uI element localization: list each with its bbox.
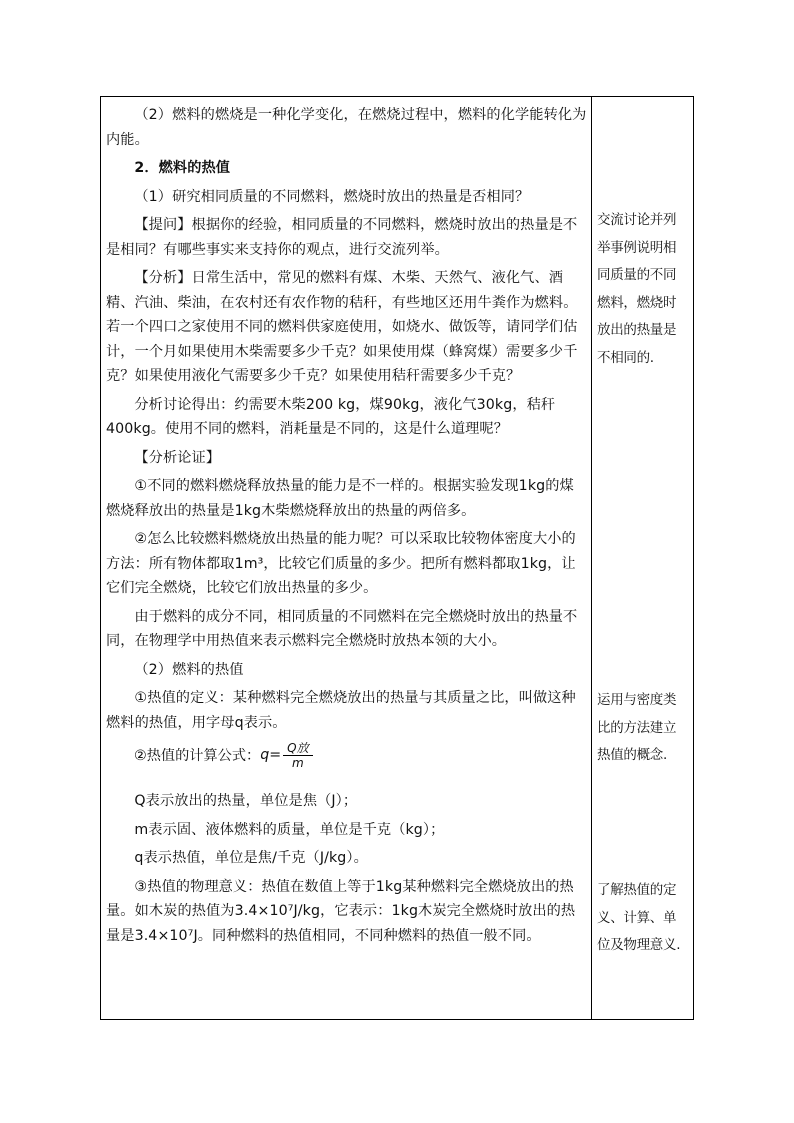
lesson-table [100,96,694,1020]
formula-fraction [283,741,312,770]
formula-denominator: m [292,755,304,770]
paragraph-meaning: ③热值的物理意义：热值在数值上等于1kg某种燃料完全燃烧放出的热量。如木炭的热值为3.4×10⁷J/kg，它表示：1kg木炭完全燃烧时放出的热量是3.4×10⁷J。同种燃料的热值相同，不同种燃料的热值一般不同。 [106,878,576,944]
section-heading: 2．燃料的热值 [134,160,231,176]
paragraph-conclusion: 由于燃料的成分不同，相同质量的不同燃料在完全燃烧时放出的热量不同，在物理学中用热值来表示燃料完全燃烧时放热本领的大小。 [106,608,578,649]
formula-row [106,735,588,775]
side-note-2: 运用与密度类比的方法建立热值的概念. [597,692,677,763]
argue-point-1: ①不同的燃料燃烧释放热量的能力是不一样的。根据实验发现1kg的煤燃烧释放出的热量是1kg木柴燃烧释放出的热量的两倍多。 [106,478,574,519]
side-note-1: 交流讨论并列举事例说明相同质量的不同燃料，燃烧时放出的热量是不相同的. [597,212,677,366]
unit-heat: Q表示放出的热量，单位是焦（J）； [134,793,358,809]
question-2: （2）燃料的热值 [134,661,244,678]
formula-numerator: Q放 [283,741,312,756]
argue-title: 【分析论证】 [134,449,221,466]
question-1: （1）研究相同质量的不同燃料，燃烧时放出的热量是否相同？ [134,188,530,205]
paragraph-discussion: 分析讨论得出：约需要木柴200 kg，煤90kg，液化气30kg，秸秆400kg。使用不同的燃料，消耗量是不同的，这是什么道理呢？ [106,396,556,437]
argue-point-2: ②怎么比较燃料燃烧放出热量的能力呢？可以采取比较物体密度大小的方法：所有物体都取1m³，比较它们质量的多少。把所有燃料都取1kg，让它们完全燃烧，比较它们放出热量的多少。 [106,531,576,596]
side-note-3: 了解热值的定义、计算、单位及物理意义. [597,882,681,953]
paragraph-definition: ①热值的定义：某种燃料完全燃烧放出的热量与其质量之比，叫做这种燃料的热值，用字母q表示。 [106,690,576,731]
unit-heat-value: q表示热值，单位是焦/千克（J/kg）。 [134,850,368,866]
main-column [106,103,588,948]
formula-lhs: q= [260,747,282,763]
paragraph-ask: 【提问】根据你的经验，相同质量的不同燃料，燃烧时放出的热量是不是相同？有哪些事实来支持你的观点，进行交流列举。 [106,217,578,258]
formula-label: ②热值的计算公式： [134,748,261,764]
unit-mass: m表示固、液体燃料的质量，单位是千克（kg）； [134,821,445,838]
paragraph-combustion: （2）燃料的燃烧是一种化学变化，在燃烧过程中，燃料的化学能转化为内能。 [106,107,587,148]
column-divider [591,97,592,1019]
paragraph-analysis: 【分析】日常生活中，常见的燃料有煤、木柴、天然气、液化气、酒精、汽油、柴油，在农村还有农作物的秸秆，有些地区还用牛粪作为燃料。若一个四口之家使用不同的燃料供家庭使用，如烧水、做饭等，请同学们估计，一个月如果使用木柴需要多少千克？如果使用煤（蜂窝煤）需要多少千克？如果使用液化气需要多少千克？如果使用秸秆需要多少千克？ [106,270,578,384]
